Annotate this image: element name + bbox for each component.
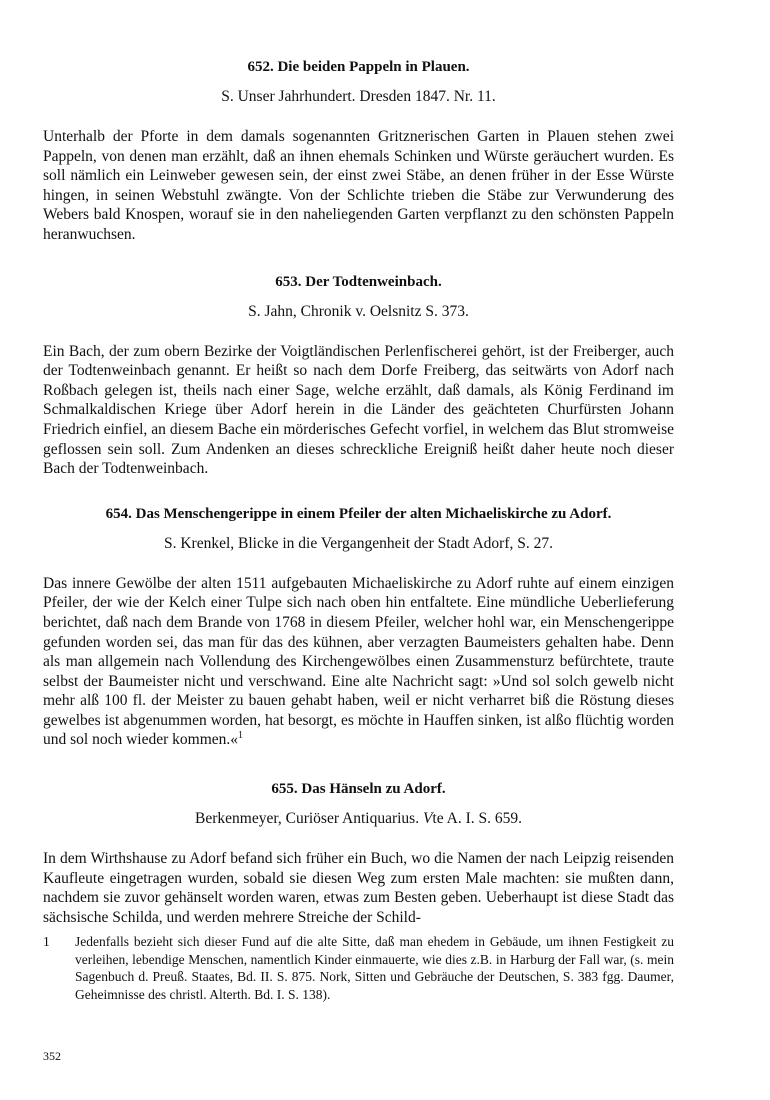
section-heading: 655. Das Hänseln zu Adorf. [271,781,446,798]
footnote-number: 1 [43,934,50,950]
section-heading: 653. Der Todtenweinbach. [275,273,442,290]
section-source: S. Unser Jahrhundert. Dresden 1847. Nr. 11. [221,88,496,105]
footnotes [43,933,674,1003]
section-source: S. Jahn, Chronik v. Oelsnitz S. 373. [248,302,469,320]
section-body-text: Das innere Gewölbe der alten 1511 aufgebauten Michaeliskirche zu Adorf ruhte auf einem einzigen Pfeiler, der wie der Kelch einer Tulpe sich nach oben hin entfaltete. Eine mündliche Ueberlieferung berichtet, daß nach dem Brande von 1768 in diesem Pfeiler, welcher hohl war, ein Menschengerippe gefunden worden sei, das man für das des kühnen, aber verzagten Baumeisters gehalten habe. Denn als man allgemein nach Vollendung des Kirchengewölbes einen Zusammensturz befürchtete, traute selbst der Baumeister nicht und verschwand. Eine alte Nachricht sagt: »Und sol solch gewelb nicht mehr alß 100 fl. der Meister zu bauen gehabt haben, weil er nicht verharret biß die Röstung dieses gewelbes ist abgenummen worden, hat besorgt, es möchte in Hauffen sinken, ist alßo flüchtig worden und sol noch wieder kommen.« [43,574,674,749]
section-heading: 654. Das Menschengerippe in einem Pfeiler der alten Michaeliskirche zu Adorf. [105,505,612,522]
section-body: In dem Wirthshause zu Adorf befand sich früher ein Buch, wo die Namen der nach Leipzig reisenden Kaufleute eingetragen wurden, sobald sie diesen Weg zum ersten Male machten: sie mußten dann, nachdem sie zuvor gehänselt worden waren, etwas zum Besten geben. Ueberhaupt ist diese Stadt das sächsische Schilda, und werden mehrere Streiche der Schild- [43,850,674,926]
section-body [43,574,674,750]
section-body: Unterhalb der Pforte in dem damals sogenannten Gritznerischen Garten in Plauen stehen zwei Pappeln, von denen man erzählt, daß an ihnen ehemals Schinken und Würste geräuchert wurden. Es soll nämlich ein Leinweber gewesen sein, der einst zwei Stäbe, an denen früher in der Esse Würste hingen, in seinen Webstuhl zwängte. Von der Schlichte trieben die Stäbe zur Verwunderung des Webers bald Knospen, worauf sie in den naheliegenden Garten verpflanzt zu den schönsten Pappeln heranwuchsen. [43,128,674,243]
section-source: S. Krenkel, Blicke in die Vergangenheit der Stadt Adorf, S. 27. [163,534,553,552]
section-source [43,809,674,829]
source-text: Berkenmeyer, Curiöser Antiquarius. [195,810,423,828]
source-text: te A. I. S. 659. [432,810,522,828]
section-body: Ein Bach, der zum obern Bezirke der Voigtländischen Perlenfischerei gehört, ist der Freiberger, auch der Todtenweinbach genannt. Er heißt so nach dem Dorfe Freiberg, das seitwärts von Adorf nach Roßbach gelegen ist, theils nach einer Sage, welche erzählt, daß damals, als König Ferdinand im Schmalkaldischen Kriege über Adorf herein in die Länder des geächteten Churfürsten Johann Friedrich einfiel, an diesem Bache ein mörderisches Gefecht vorfiel, in welchem das Blut stromweise geflossen sein soll. Zum Andenken an dieses schreckliche Ereigniß heißt daher heute noch dieser Bach der Todtenweinbach. [43,342,674,478]
section-heading: 652. Die beiden Pappeln in Plauen. [247,59,470,75]
source-italic-text: V [422,810,433,828]
page-number: 352 [43,1049,61,1063]
footnote [43,933,674,1003]
footnote-text: Jedenfalls bezieht sich dieser Fund auf die alte Sitte, daß man ehedem in Gebäude, um ihnen Festigkeit zu verleihen, lebendige Menschen, namentlich Kinder einmauerte, wie dies z.B. in Harburg der Fall war, (s. mein Sagenbuch d. Preuß. Staates, Bd. II. S. 875. Nork, Sitten und Gebräuche der Deutschen, S. 383 fgg. Daumer, Geheimnisse des christl. Alterth. Bd. I. S. 138). [75,934,674,1002]
footnote-reference: 1 [238,730,244,742]
